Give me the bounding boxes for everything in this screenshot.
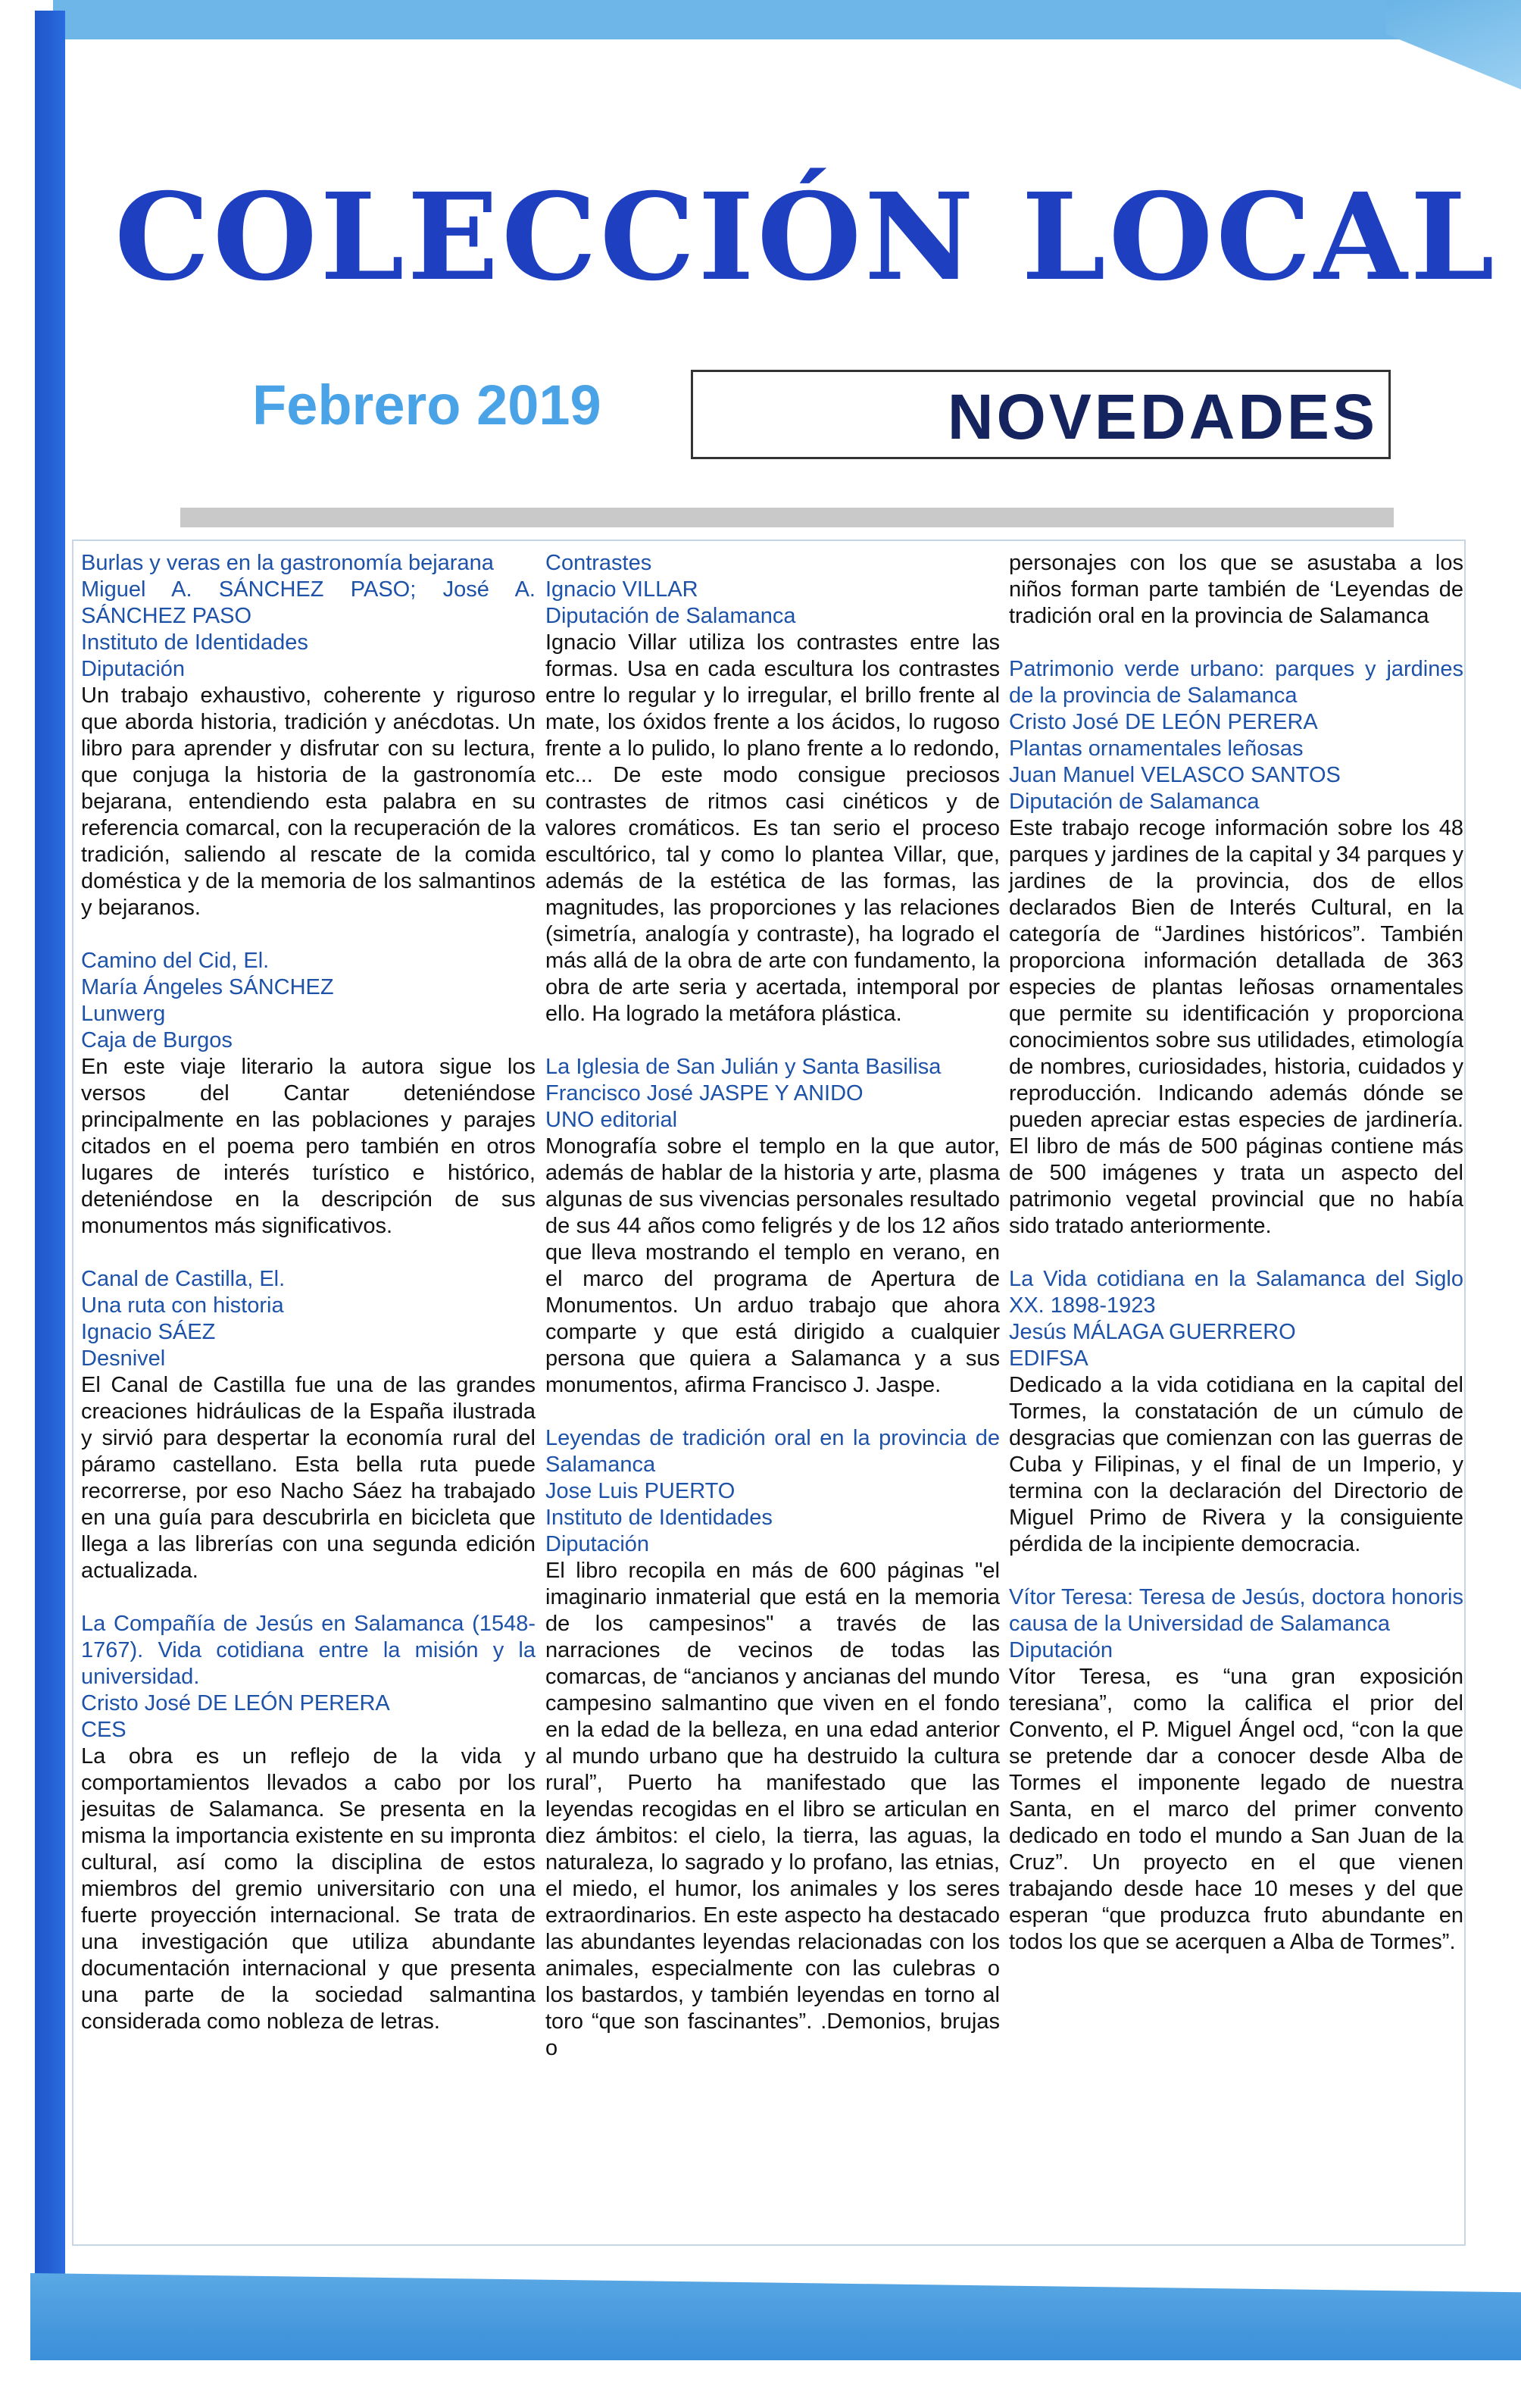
entry-description: Ignacio Villar utiliza los contrastes entre las formas. Usa en cada escultura los contrastes entre lo regular y lo irregular, el brillo frente al mate, los óxidos frente a los ácidos, lo rugoso frente a lo pulido, lo plano frente a lo redondo, etc... De este modo consigue preciosos contrastes de ritmos casi cinéticos y de valores cromáticos. Es tan serio el proceso escultórico, tal y como lo plantea Villar, que, además de la estética de las formas, las magnitudes, las proporciones y las relaciones (simetría, analogía y contraste), ha logrado el más allá de la obra de arte con fundamento, la obra de arte seria y acertada, intemporal por ello. Ha logrado la metáfora plástica. (545, 630, 1000, 1026)
entry-title: Patrimonio verde urbano: parques y jardines de la provincia de Salamanca (1009, 657, 1463, 708)
entry-credit: Ignacio SÁEZ (81, 1320, 216, 1344)
issue-date: Febrero 2019 (252, 374, 601, 436)
entry-credit: Lunwerg (81, 1002, 166, 1026)
section-box (691, 370, 1391, 459)
entry-title: Leyendas de tradición oral en la provincia de Salamanca (545, 1426, 1000, 1477)
entry-title: Contrastes (545, 551, 652, 575)
entry-title: La Iglesia de San Julián y Santa Basilisa (545, 1055, 942, 1079)
entry-description: La obra es un reflejo de la vida y comportamientos llevados a cabo por los jesuitas de Salamanca. Se presenta en la misma la importancia existente en su impronta cultural, así como la disciplina de estos miembros del gremio universitario con una fuerte proyección internacional. Se trata de una investigación que utiliza abundante documentación internacional y que presenta una parte de la sociedad salmantina considerada como nobleza de letras. (81, 1744, 536, 2034)
entry-credit: Francisco José JASPE Y ANIDO (545, 1081, 864, 1105)
entry-credit: Cristo José DE LEÓN PERERA (1009, 710, 1318, 734)
page-title: COLECCIÓN LOCAL (114, 167, 1498, 308)
left-decorative-band (35, 11, 65, 2284)
entry-title: Burlas y veras en la gastronomía bejarana (81, 551, 494, 575)
column-2 (545, 550, 1000, 2062)
top-decorative-band (53, 0, 1521, 39)
entry-credit: Diputación (81, 657, 186, 681)
book-entry (1009, 656, 1463, 1240)
entry-credit: Plantas ornamentales leñosas (1009, 736, 1304, 761)
entry-credit: Diputación de Salamanca (1009, 790, 1260, 814)
entry-title: Camino del Cid, El. (81, 949, 270, 973)
entry-credit: María Ángeles SÁNCHEZ (81, 975, 334, 999)
entry-credit: CES (81, 1718, 126, 1742)
entry-title: La Compañía de Jesús en Salamanca (1548-1767). Vida cotidiana entre la misión y la universidad. (81, 1612, 536, 1689)
book-entry (1009, 1584, 1463, 1956)
entry-credit: Ignacio VILLAR (545, 577, 698, 602)
entry-description: En este viaje literario la autora sigue los versos del Cantar deteniéndose principalmente en las poblaciones y parajes citados en el poema pero también en otros lugares de interés turístico e histórico, deteniéndose en la descripción de sus monumentos más significativos. (81, 1055, 536, 1238)
bottom-decorative-band (30, 2273, 1521, 2360)
entry-title: Canal de Castilla, El. (81, 1267, 286, 1291)
entry-description: Este trabajo recoge información sobre los 48 parques y jardines de la capital y 34 parques y jardines de la provincia, dos de ellos declarados Bien de Interés Cultural, en la categoría de “Jardines históricos”. También proporciona información detallada de 363 especies de plantas leñosas ornamentales que permite su identificación y proporciona conocimientos sobre sus utilidades, etimología de nombres, curiosidades, historia, cuidados y reproducción. Indicando además dónde se pueden apreciar estas especies de jardinería. El libro de más de 500 páginas contiene más de 500 imágenes y trata un aspecto del patrimonio vegetal provincial que no había sido tratado anteriormente. (1009, 816, 1463, 1238)
entry-credit: Una ruta con historia (81, 1293, 284, 1318)
entry-description: Vítor Teresa, es “una gran exposición teresiana”, como la califica el prior del Convento, el P. Miguel Ángel ocd, “con la que se pretende dar a conocer desde Alba de Tormes el imponente legado de nuestra Santa, en el marco del primer convento dedicado en todo el mundo a San Juan de la Cruz”. Un proyecto en el que vienen trabajando desde hace 10 meses y del que esperan “que produzca fruto abundante en todos los que se acerquen a Alba de Tormes”. (1009, 1665, 1463, 1954)
entry-credit: Diputación (1009, 1638, 1113, 1662)
entry-credit: Instituto de Identidades (545, 1506, 773, 1530)
top-right-decorative-wedge (1386, 0, 1521, 89)
book-entry (545, 1054, 1000, 1399)
book-entry (545, 550, 1000, 1027)
entry-credit: Instituto de Identidades (81, 630, 308, 655)
entry-credit: Diputación de Salamanca (545, 604, 796, 628)
book-entry (81, 550, 536, 921)
entry-credit: Desnivel (81, 1346, 166, 1371)
section-label: NOVEDADES (947, 381, 1378, 452)
entry-description: Monografía sobre el templo en la que autor, además de hablar de la historia y arte, plasma algunas de sus vivencias personales resultado de sus 44 años como feligrés y de los 12 años que lleva mostrando el templo en verano, en el marco del programa de Apertura de Monumentos. Un arduo trabajo que ahora comparte y que está dirigido a cualquier persona que quiera a Salamanca y a sus monumentos, afirma Francisco J. Jaspe. (545, 1134, 1000, 1397)
entry-credit: Jesús MÁLAGA GUERRERO (1009, 1320, 1296, 1344)
entry-credit: EDIFSA (1009, 1346, 1088, 1371)
entry-description: Un trabajo exhaustivo, coherente y riguroso que aborda historia, tradición y anécdotas. Un libro para aprender y disfrutar con su lectura, que conjuga la historia de la gastronomía bejarana, entendiendo esta palabra en su referencia comarcal, con la recuperación de la tradición, saliendo al rescate de la comida doméstica y de la memoria de los salmantinos y bejaranos. (81, 683, 536, 920)
entry-credit: UNO editorial (545, 1108, 678, 1132)
book-entry (81, 1266, 536, 1584)
entry-description: El libro recopila en más de 600 páginas "el imaginario inmaterial que está en la memoria de los campesinos" a través de las narraciones de vecinos de todas las comarcas, de “ancianos y ancianas del mundo campesino salmantino que viven en el fondo en la edad de la belleza, en una edad anterior al mundo urbano que ha destruido la cultura rural”, Puerto ha manifestado que las leyendas recogidas en el libro se articulan en diez ámbitos: el cielo, la tierra, las aguas, la naturaleza, lo sagrado y lo profano, las etnias, el miedo, el humor, los animales y los seres extraordinarios. En este aspecto ha destacado las abundantes leyendas relacionadas con los animales, especialmente con las culebras o los bastardos, y también leyendas en torno al toro “que son fascinantes”. .Demonios, brujas o (545, 1559, 1000, 2060)
entry-credit: Miguel A. SÁNCHEZ PASO; José A. SÁNCHEZ PASO (81, 577, 536, 628)
book-entry (81, 1611, 536, 2035)
entry-description: Dedicado a la vida cotidiana en la capital del Tormes, la constatación de un cúmulo de desgracias que comienzan con las guerras de Cuba y Filipinas, y el final de un Imperio, y termina con la declaración del Directorio de Miguel Primo de Rivera y la consiguiente pérdida de la incipiente democracia. (1009, 1373, 1463, 1556)
entry-credit: Juan Manuel VELASCO SANTOS (1009, 763, 1341, 787)
entry-credit: Jose Luis PUERTO (545, 1479, 736, 1503)
column-1 (81, 550, 536, 2035)
entry-description: El Canal de Castilla fue una de las grandes creaciones hidráulicas de la España ilustrada y sirvió para despertar la economía rural del páramo castellano. Esta bella ruta puede recorrerse, por eso Nacho Sáez ha trabajado en una guía para descubrirla en bicicleta que llega a las librerías con una segunda edición actualizada. (81, 1373, 536, 1583)
column-3 (1009, 550, 1463, 1956)
header-divider (180, 508, 1394, 527)
entry-credit: Caja de Burgos (81, 1028, 233, 1052)
entry-credit: Cristo José DE LEÓN PERERA (81, 1691, 390, 1715)
book-entry (545, 1425, 1000, 2062)
continued-text: personajes con los que se asustaba a los niños forman parte también de ‘Leyendas de tradición oral en la provincia de Salamanca (1009, 551, 1463, 628)
entry-title: La Vida cotidiana en la Salamanca del Siglo XX. 1898-1923 (1009, 1267, 1463, 1318)
book-entry (1009, 1266, 1463, 1558)
book-entry (81, 948, 536, 1240)
entry-credit: Diputación (545, 1532, 650, 1556)
entry-title: Vítor Teresa: Teresa de Jesús, doctora honoris causa de la Universidad de Salamanca (1009, 1585, 1463, 1636)
